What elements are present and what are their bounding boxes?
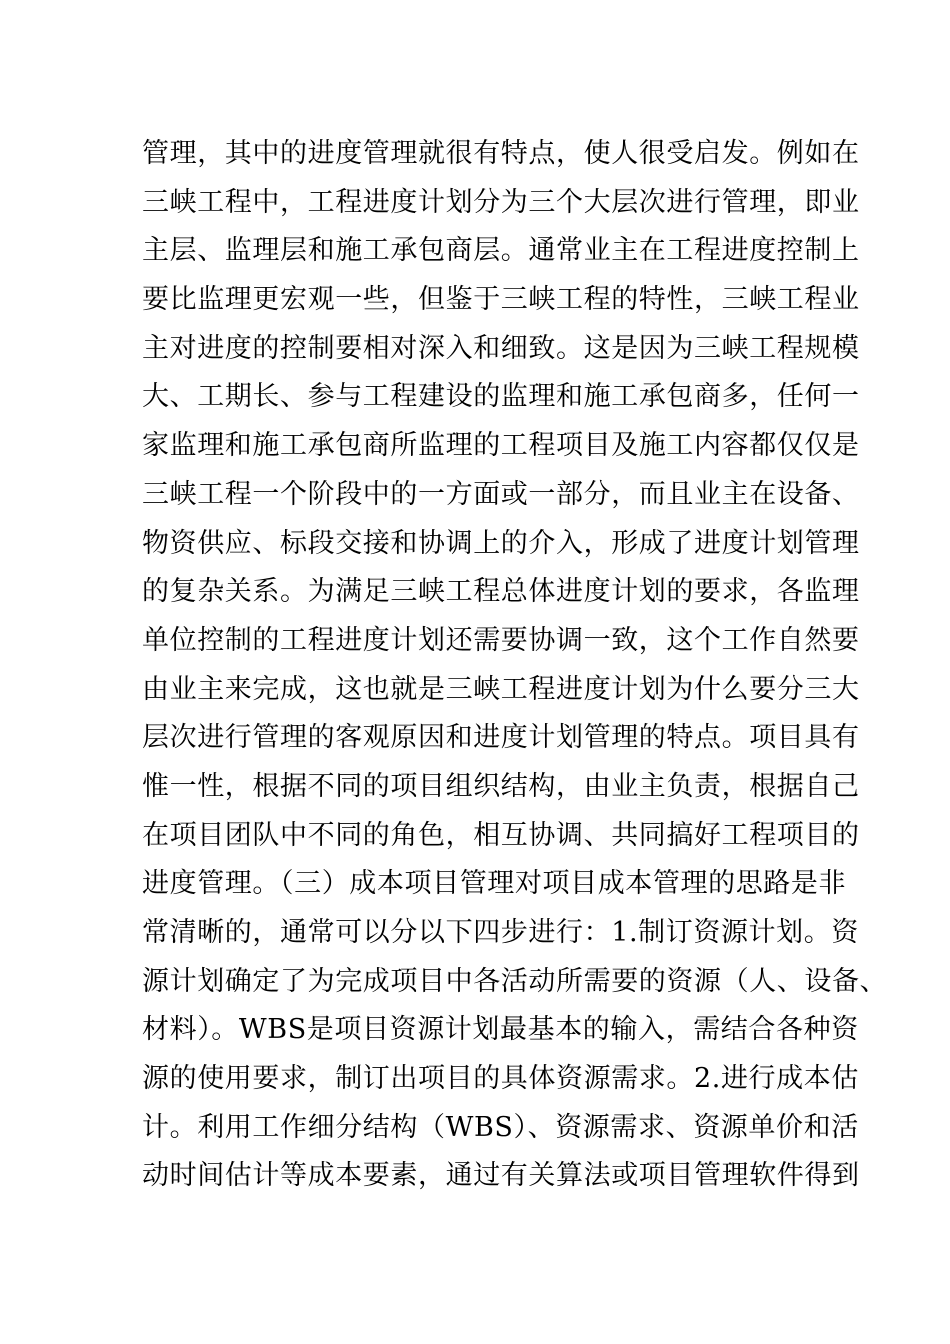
text-line: 管理，其中的进度管理就很有特点，使人很受启发。例如在 [142, 138, 860, 169]
text-line: 要比监理更宏观一些，但鉴于三峡工程的特性，三峡工程业 [142, 284, 860, 316]
text-line: 进度管理。（三）成本项目管理对项目成本管理的思路是非 [142, 868, 847, 900]
text-line: 物资供应、标段交接和协调上的介入，形成了进度计划管理 [142, 527, 860, 559]
text-line: 常清晰的，通常可以分以下四步进行：1.制订资源计划。资 [142, 917, 859, 948]
body-text [142, 130, 888, 1201]
text-line: 的复杂关系。为满足三峡工程总体进度计划的要求，各监理 [142, 576, 860, 608]
text-line: 由业主来完成，这也就是三峡工程进度计划为什么要分三大 [142, 673, 860, 705]
text-line: 主对进度的控制要相对深入和细致。这是因为三峡工程规模 [142, 332, 860, 364]
text-line: 单位控制的工程进度计划还需要协调一致，这个工作自然要 [142, 624, 860, 656]
text-line: 家监理和施工承包商所监理的工程项目及施工内容都仅仅是 [142, 430, 860, 462]
text-line: 主层、监理层和施工承包商层。通常业主在工程进度控制上 [142, 235, 860, 267]
text-line: 源的使用要求，制订出项目的具体资源需求。2.进行成本估 [142, 1063, 859, 1095]
text-line: 三峡工程一个阶段中的一方面或一部分，而且业主在设备、 [142, 478, 860, 510]
text-line: 动时间估计等成本要素，通过有关算法或项目管理软件得到 [142, 1160, 860, 1192]
text-line: 大、工期长、参与工程建设的监理和施工承包商多，任何一 [142, 381, 860, 413]
text-line: 层次进行管理的客观原因和进度计划管理的特点。项目具有 [142, 722, 860, 754]
text-line: 源计划确定了为完成项目中各活动所需要的资源（人、设备、 [142, 965, 888, 997]
text-line: 材料）。WBS是项目资源计划最基本的输入，需结合各种资 [142, 1014, 859, 1046]
text-line: 三峡工程中，工程进度计划分为三个大层次进行管理，即业 [142, 186, 860, 218]
text-line: 在项目团队中不同的角色，相互协调、共同搞好工程项目的 [142, 819, 860, 851]
text-line: 惟一性，根据不同的项目组织结构，由业主负责，根据自己 [142, 770, 860, 802]
text-line: 计。利用工作细分结构（WBS）、资源需求、资源单价和活 [142, 1111, 859, 1143]
